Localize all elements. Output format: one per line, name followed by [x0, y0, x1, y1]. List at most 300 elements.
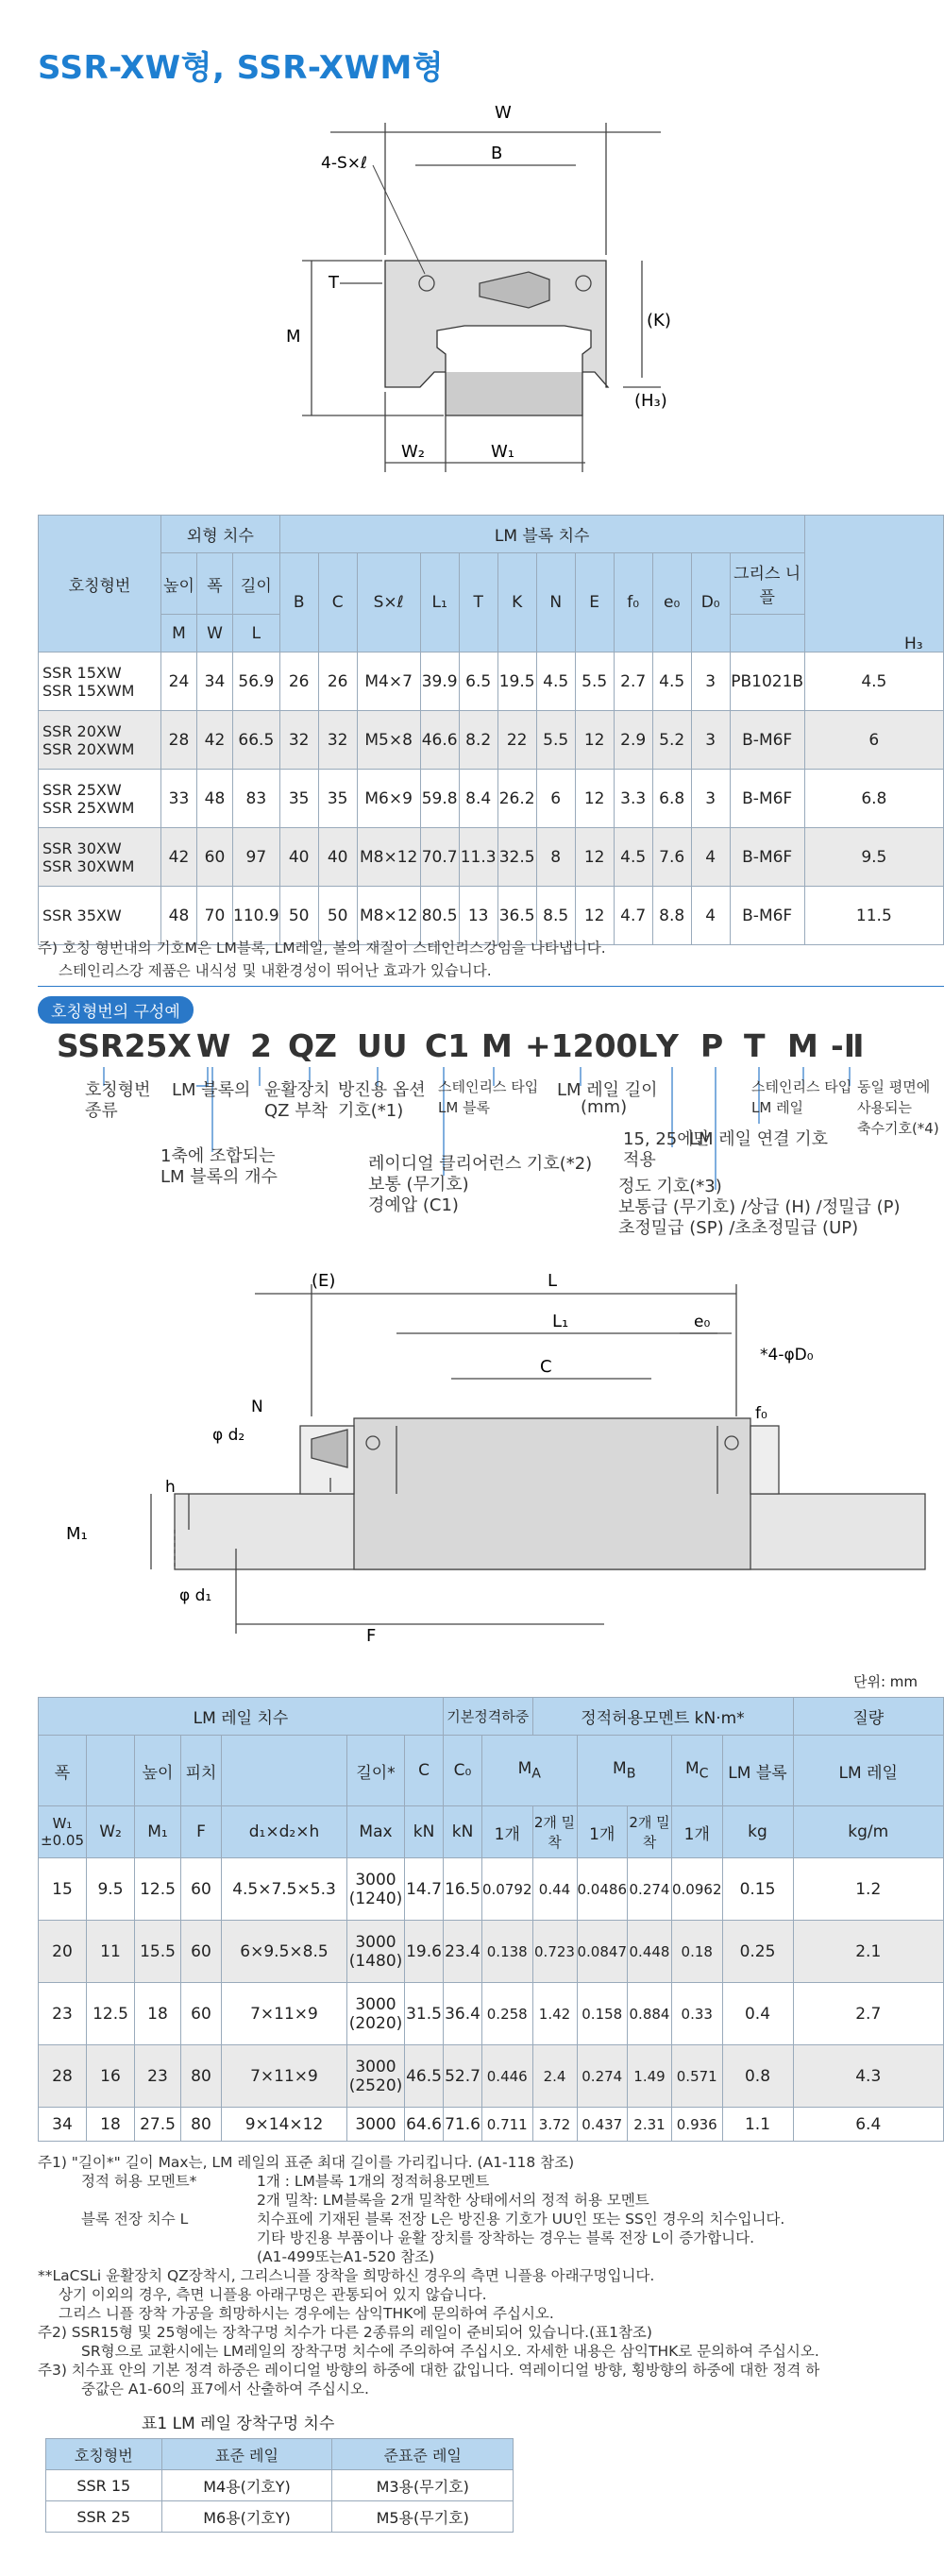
table-cell: 0.15 — [722, 1858, 793, 1921]
t1-u-D0: D₀ — [691, 553, 730, 652]
d2-M1: M₁ — [66, 1524, 88, 1544]
table-cell: 2.7 — [614, 652, 652, 711]
lbl-accuracy-1: 보통급 (무기호) /상급 (H) /정밀급 (P) — [618, 1197, 901, 1217]
table-cell: 4.5 — [614, 828, 652, 887]
t2-two-A: 2개 밀착 — [532, 1806, 577, 1858]
d2-e0: e₀ — [694, 1313, 711, 1331]
dim-W2: W₂ — [401, 442, 426, 462]
lbl-rail-length-unit: (mm) — [581, 1097, 628, 1117]
table-cell: 3000 (2520) — [347, 2045, 405, 2108]
table-cell: 71.6 — [444, 2108, 482, 2142]
model-cell: SSR 35XW — [39, 887, 161, 945]
lbl-clearance-c1: 경예압 (C1) — [368, 1195, 459, 1215]
dim-T: T — [329, 273, 339, 293]
table-cell: 39.9 — [420, 652, 459, 711]
table-cell: 66.5 — [233, 711, 280, 770]
t3-h0: 호칭형번 — [46, 2439, 162, 2470]
t1-u-E: E — [575, 553, 614, 652]
table-cell: 18 — [135, 1983, 181, 2045]
table-cell: 48 — [161, 887, 197, 945]
table-cell: 0.446 — [482, 2045, 533, 2108]
lbl-seal2: 기호(*1) — [338, 1101, 404, 1121]
d2-h: h — [165, 1478, 176, 1497]
t1-u-N: N — [536, 553, 575, 652]
t2-one-C: 1개 — [672, 1806, 723, 1858]
table-cell: 26 — [318, 652, 357, 711]
lbl-model: 호칭형번 — [85, 1080, 151, 1100]
table-cell: 50 — [318, 887, 357, 945]
table-cell: 34 — [197, 652, 233, 711]
table-cell: 0.571 — [672, 2045, 723, 2108]
model-cell: SSR 15XW SSR 15XWM — [39, 652, 161, 711]
table-cell: M6×9 — [357, 770, 420, 828]
table-cell: 8.2 — [459, 711, 497, 770]
code-C1: C1 — [425, 1027, 470, 1064]
side-view-diagram — [0, 1246, 944, 1681]
table-cell: 0.138 — [482, 1921, 533, 1983]
table-cell: M8×12 — [357, 828, 420, 887]
t1-u-M: M — [161, 615, 197, 652]
t2-MA: M — [517, 1759, 532, 1779]
table-cell: 1.1 — [722, 2108, 793, 2142]
table-cell: 12 — [575, 828, 614, 887]
table-cell: M4×7 — [357, 652, 420, 711]
table-cell: 32.5 — [497, 828, 536, 887]
lbl-accuracy: 정도 기호(*3) — [618, 1177, 722, 1196]
table-row — [39, 828, 944, 887]
table-cell: 0.33 — [672, 1983, 723, 2045]
table-cell: 6 — [536, 770, 575, 828]
t2-one-A: 1개 — [482, 1806, 533, 1858]
table-cell: 3000 (1240) — [347, 1858, 405, 1921]
block-dimension-table — [38, 515, 944, 945]
table-cell: 0.711 — [482, 2108, 533, 2142]
table-cell: 3 — [691, 652, 730, 711]
table-cell: 11.5 — [804, 887, 943, 945]
table-cell: 12 — [575, 770, 614, 828]
t2-MC: M — [684, 1759, 700, 1779]
note2-4: 블록 전장 치수 L — [81, 2211, 189, 2228]
table-cell: 3 — [691, 770, 730, 828]
unit-label: 단위: mm — [853, 1673, 919, 1690]
note2-9: 상기 이외의 경우, 측면 니플용 아래구멍은 관통되어 있지 않습니다. — [59, 2286, 487, 2303]
table-cell: 12.5 — [135, 1858, 181, 1921]
t1-u-W: W — [197, 615, 233, 652]
table-cell: 1.49 — [628, 2045, 672, 2108]
model-cell: SSR 30XW SSR 30XWM — [39, 828, 161, 887]
table-cell: 40 — [318, 828, 357, 887]
lbl-plane1: 동일 평면에 — [857, 1078, 931, 1095]
table-cell: 83 — [233, 770, 280, 828]
table-cell: 26 — [279, 652, 318, 711]
t2-two-B: 2개 밀착 — [628, 1806, 672, 1858]
note2-3: 2개 밀착: LM블록을 2개 밀착한 상태에서의 정적 허용 모멘트 — [257, 2192, 649, 2209]
lbl-clearance: 레이디얼 클리어런스 기호(*2) — [368, 1154, 593, 1174]
lbl-stainless-rail1: 스테인리스 타입 — [751, 1078, 852, 1095]
table-cell: 5.5 — [536, 711, 575, 770]
table-cell: 0.0792 — [482, 1858, 533, 1921]
t1-hdr-block: LM 블록 치수 — [279, 516, 804, 553]
note2-1: 정적 허용 모멘트* — [81, 2173, 197, 2190]
t2-kgm: kg/m — [793, 1806, 944, 1858]
t3-r1c0: SSR 25 — [46, 2501, 162, 2533]
table-cell: 0.44 — [532, 1858, 577, 1921]
code-UU: UU — [357, 1027, 408, 1064]
d2-d2: φ d₂ — [212, 1426, 245, 1445]
table-cell: 13 — [459, 887, 497, 945]
table-cell: 2.9 — [614, 711, 652, 770]
table-cell: B-M6F — [730, 828, 804, 887]
table-cell: 23 — [39, 1983, 87, 2045]
note2-14: 중값은 A1-60의 표7에서 산출하여 주십시오. — [81, 2381, 369, 2398]
table-cell: 97 — [233, 828, 280, 887]
table-cell: 0.723 — [532, 1921, 577, 1983]
table-cell: 8.4 — [459, 770, 497, 828]
code-M2: M — [787, 1027, 818, 1064]
table-cell: 70 — [197, 887, 233, 945]
table-cell: 64.6 — [405, 2108, 444, 2142]
table-cell: 40 — [279, 828, 318, 887]
table-cell: 23.4 — [444, 1921, 482, 1983]
table-cell: 8.8 — [652, 887, 691, 945]
t1-u-H3: H₃ — [904, 635, 923, 653]
table-cell: 60 — [181, 1858, 222, 1921]
table-cell: 0.158 — [577, 1983, 628, 2045]
t2-M1: M₁ — [135, 1806, 181, 1858]
table-cell: 24 — [161, 652, 197, 711]
table-cell: 8.5 — [536, 887, 575, 945]
page-title: SSR-XW형, SSR-XWM형 — [38, 49, 445, 87]
t2-MA-sub: A — [531, 1766, 541, 1782]
table-cell: 3000 (2020) — [347, 1983, 405, 2045]
t1-hdr-length: 길이 — [233, 553, 280, 615]
table-cell: 3.3 — [614, 770, 652, 828]
t2-hdr-load: 기본정격하중 — [444, 1698, 533, 1736]
code-length: +1200L — [525, 1027, 658, 1064]
lbl-stainless-block2: LM 블록 — [438, 1099, 491, 1116]
lbl-clearance-normal: 보통 (무기호) — [368, 1175, 469, 1195]
table-cell: 12.5 — [87, 1983, 135, 2045]
t1-u-B: B — [279, 553, 318, 652]
t1-u-e0: e₀ — [652, 553, 691, 652]
dim-H3: (H₃) — [634, 391, 667, 411]
table-cell: 26.2 — [497, 770, 536, 828]
d2-F: F — [366, 1626, 377, 1646]
table-cell: 32 — [279, 711, 318, 770]
code-model: SSR25X — [57, 1027, 192, 1064]
table-cell: 80 — [181, 2045, 222, 2108]
note2-7: (A1-499또는A1-520 참조) — [257, 2248, 435, 2265]
t2-hdr-mom: 정적허용모멘트 kN·m* — [532, 1698, 793, 1736]
dim-M: M — [286, 327, 301, 347]
table-cell: 12 — [575, 887, 614, 945]
table-cell: 0.258 — [482, 1983, 533, 2045]
cross-section-diagram — [0, 0, 944, 491]
table-cell: 110.9 — [233, 887, 280, 945]
table-cell: 6.8 — [652, 770, 691, 828]
table-cell: 4.7 — [614, 887, 652, 945]
t2-one-B: 1개 — [577, 1806, 628, 1858]
table-cell: 6×9.5×8.5 — [222, 1921, 347, 1983]
table-cell: 6.5 — [459, 652, 497, 711]
table-cell: 7×11×9 — [222, 1983, 347, 2045]
t2-W2: W₂ — [87, 1806, 135, 1858]
model-cell: SSR 25XW SSR 25XWM — [39, 770, 161, 828]
d2-D0: *4-φD₀ — [760, 1346, 814, 1364]
table-cell: 46.6 — [420, 711, 459, 770]
table-cell: 16 — [87, 2045, 135, 2108]
table-cell: 1.2 — [793, 1858, 944, 1921]
table-cell: 11.3 — [459, 828, 497, 887]
table-cell: 56.9 — [233, 652, 280, 711]
t3-caption: 표1 LM 레일 장착구멍 치수 — [142, 2415, 335, 2433]
table-cell: 0.274 — [628, 1858, 672, 1921]
t1-hdr-grease: 그리스 니플 — [730, 553, 804, 615]
table-cell: PB1021B — [730, 652, 804, 711]
table-cell: 0.936 — [672, 2108, 723, 2142]
table-cell: 52.7 — [444, 2045, 482, 2108]
lbl-block: LM 블록의 — [172, 1080, 251, 1100]
t2-dims: d₁×d₂×h — [222, 1806, 347, 1858]
table-cell: 12 — [575, 711, 614, 770]
t2-kN2: kN — [444, 1806, 482, 1858]
mounting-hole-table — [45, 2438, 514, 2533]
table-cell: 34 — [39, 2108, 87, 2142]
t3-r0c2: M3용(무기호) — [332, 2470, 514, 2501]
table-cell: 35 — [279, 770, 318, 828]
model-cell: SSR 20XW SSR 20XWM — [39, 711, 161, 770]
table-cell: 4.5 — [652, 652, 691, 711]
t2-block: LM 블록 — [722, 1736, 793, 1806]
table-cell: 9×14×12 — [222, 2108, 347, 2142]
t2-MC-sub: C — [699, 1766, 709, 1782]
t1-u-K: K — [497, 553, 536, 652]
t2-W1: W₁ — [52, 1815, 73, 1832]
d2-f0: f₀ — [755, 1404, 767, 1423]
table-cell: 0.437 — [577, 2108, 628, 2142]
t2-hdr-C0: C₀ — [444, 1736, 482, 1806]
dim-K: (K) — [647, 311, 671, 330]
config-badge: 호칭형번의 구성예 — [38, 996, 194, 1024]
code-P: P — [700, 1027, 724, 1064]
t2-hdr-mass: 질량 — [793, 1698, 944, 1736]
t3-r1c1: M6용(기호Y) — [161, 2501, 332, 2533]
table-cell: 0.8 — [722, 2045, 793, 2108]
table-cell: 4.5 — [536, 652, 575, 711]
note2-0: 주1) "길이*" 길이 Max는, LM 레일의 표준 최대 길이를 가리킵니다. (A1-118 참조) — [38, 2154, 575, 2171]
table-cell: 4.5 — [804, 652, 943, 711]
code-T: T — [744, 1027, 766, 1064]
note2-2: 1개 : LM블록 1개의 정적허용모멘트 — [257, 2173, 490, 2190]
table-cell: 28 — [39, 2045, 87, 2108]
lbl-only2: 적용 — [623, 1150, 656, 1170]
table-cell: 60 — [181, 1983, 222, 2045]
table-cell: 3000 (1480) — [347, 1921, 405, 1983]
table-cell: 42 — [197, 711, 233, 770]
table-cell: 2.31 — [628, 2108, 672, 2142]
t2-rail: LM 레일 — [793, 1736, 944, 1806]
table-cell: 9.5 — [87, 1858, 135, 1921]
table-cell: 3.72 — [532, 2108, 577, 2142]
table-cell: 3000 — [347, 2108, 405, 2142]
code-2: 2 — [250, 1027, 272, 1064]
table-cell: 19.5 — [497, 652, 536, 711]
table-cell: 80 — [181, 2108, 222, 2142]
d2-C: C — [540, 1357, 552, 1377]
t3-h1: 표준 레일 — [161, 2439, 332, 2470]
lbl-only1: 15, 25에만 — [623, 1129, 711, 1149]
t1-u-T: T — [459, 553, 497, 652]
t1-hdr-model: 호칭형번 — [39, 516, 161, 652]
t1-hdr-height: 높이 — [161, 553, 197, 615]
table-cell: 2.1 — [793, 1921, 944, 1983]
table-row — [39, 1921, 944, 1983]
t2-MB: M — [613, 1759, 627, 1779]
table-cell: 1.42 — [532, 1983, 577, 2045]
lbl-plane3: 축수기호(*4) — [857, 1120, 939, 1137]
table-cell: 46.5 — [405, 2045, 444, 2108]
lbl-lube1: 윤활장치 — [264, 1080, 330, 1100]
table-cell: 6.4 — [793, 2108, 944, 2142]
t2-pm: ±0.05 — [41, 1832, 84, 1849]
lbl-seal1: 방진용 옵션 — [338, 1080, 426, 1100]
dim-W: W — [495, 103, 512, 123]
table-cell: 0.25 — [722, 1921, 793, 1983]
t2-kg: kg — [722, 1806, 793, 1858]
code-M: M — [481, 1027, 513, 1064]
t2-hdr-rail: LM 레일 치수 — [39, 1698, 444, 1736]
table-cell: 32 — [318, 711, 357, 770]
table-cell: 22 — [497, 711, 536, 770]
table-cell: 9.5 — [804, 828, 943, 887]
table-row — [39, 1983, 944, 2045]
t2-hdr-pitch: 피치 — [181, 1736, 222, 1806]
table-cell: 27.5 — [135, 2108, 181, 2142]
t2-kN1: kN — [405, 1806, 444, 1858]
note1-line1: 주) 호칭 형번내의 기호M은 LM블록, LM레일, 볼의 재질이 스테인리스강임을 나타냅니다. — [38, 940, 606, 957]
table-cell: 6 — [804, 711, 943, 770]
lbl-stainless-block1: 스테인리스 타입 — [438, 1078, 539, 1095]
table-cell: 2.7 — [793, 1983, 944, 2045]
table-cell: M8×12 — [357, 887, 420, 945]
table-cell: 36.5 — [497, 887, 536, 945]
note2-13: 주3) 치수표 안의 기본 정격 하중은 레이디얼 방향의 하중에 대한 값입니다. 역레이디얼 방향, 횡방향의 하중에 대한 정격 하 — [38, 2362, 820, 2379]
table-cell: 31.5 — [405, 1983, 444, 2045]
lbl-plane2: 사용되는 — [857, 1099, 912, 1116]
table-row — [39, 2108, 944, 2142]
table-cell: 35 — [318, 770, 357, 828]
t1-u-C: C — [318, 553, 357, 652]
table-cell: 60 — [197, 828, 233, 887]
dim-SL: 4-S×ℓ — [321, 154, 368, 173]
table-cell: 23 — [135, 2045, 181, 2108]
t2-hdr-width: 폭 — [39, 1736, 87, 1806]
rail-dimension-table — [38, 1697, 944, 2142]
note2-11: 주2) SSR15형 및 25형에는 장착구멍 치수가 다른 2종류의 레일이 준비되어 있습니다.(표1참조) — [38, 2324, 652, 2341]
table-cell: 11 — [87, 1921, 135, 1983]
table-cell: 6.8 — [804, 770, 943, 828]
table-cell: M5×8 — [357, 711, 420, 770]
table-cell: 20 — [39, 1921, 87, 1983]
code-II: -Ⅱ — [831, 1027, 865, 1064]
note2-10: 그리스 니플 장착 가공을 희망하시는 경우에는 삼익THK에 문의하여 주십시오. — [59, 2305, 554, 2322]
table-cell: 0.448 — [628, 1921, 672, 1983]
table-cell: 7.6 — [652, 828, 691, 887]
table-cell: 14.7 — [405, 1858, 444, 1921]
table-cell: 33 — [161, 770, 197, 828]
table-cell: 0.0847 — [577, 1921, 628, 1983]
table-cell: 5.2 — [652, 711, 691, 770]
note1-line2: 스테인리스강 제품은 내식성 및 내환경성이 뛰어난 효과가 있습니다. — [59, 962, 492, 979]
d2-L1: L₁ — [552, 1312, 569, 1331]
lbl-joint: LM 레일 연결 기호 — [689, 1129, 829, 1149]
t2-hdr-len: 길이* — [347, 1736, 405, 1806]
t1-hdr-outer: 외형 치수 — [161, 516, 280, 553]
table-cell: 60 — [181, 1921, 222, 1983]
d2-d1: φ d₁ — [179, 1586, 212, 1605]
table-cell: 42 — [161, 828, 197, 887]
t3-r0c1: M4용(기호Y) — [161, 2470, 332, 2501]
table-cell: 28 — [161, 711, 197, 770]
table-cell: 4.5×7.5×5.3 — [222, 1858, 347, 1921]
table-cell: 59.8 — [420, 770, 459, 828]
d2-L: L — [548, 1271, 558, 1291]
table-cell: 5.5 — [575, 652, 614, 711]
lbl-accuracy-2: 초정밀급 (SP) /초초정밀급 (UP) — [618, 1218, 859, 1238]
table-cell: 70.7 — [420, 828, 459, 887]
lbl-count1: 1축에 조합되는 — [160, 1146, 276, 1166]
t2-hdr-C: C — [405, 1736, 444, 1806]
code-QZ: QZ — [288, 1027, 337, 1064]
code-W: W — [196, 1027, 231, 1064]
table-row — [39, 711, 944, 770]
table-cell: 0.0486 — [577, 1858, 628, 1921]
table-cell: 80.5 — [420, 887, 459, 945]
table-row — [39, 1858, 944, 1921]
note2-12: SR형으로 교환시에는 LM레일의 장착구멍 치수에 주의하여 주십시오. 자세한 내용은 삼익THK로 문의하여 주십시오. — [81, 2343, 819, 2360]
t3-r1c2: M5용(무기호) — [332, 2501, 514, 2533]
table-row — [39, 2045, 944, 2108]
t2-MB-sub: B — [626, 1766, 636, 1782]
d2-E: (E) — [312, 1271, 336, 1291]
note2-5: 치수표에 기재된 블록 전장 L은 방진용 기호가 UU인 또는 SS인 경우의 치수입니다. — [257, 2211, 785, 2228]
d2-N: N — [251, 1398, 263, 1416]
lbl-rail-length: LM 레일 길이 — [557, 1080, 658, 1100]
table-cell: 36.4 — [444, 1983, 482, 2045]
table-cell: 7×11×9 — [222, 2045, 347, 2108]
table-cell: B-M6F — [730, 770, 804, 828]
table-cell: 2.4 — [532, 2045, 577, 2108]
dim-W1: W₁ — [491, 442, 515, 462]
table-row — [39, 652, 944, 711]
lbl-stainless-rail2: LM 레일 — [751, 1099, 804, 1116]
note2-6: 기타 방진용 부품이나 윤활 장치를 장착하는 경우는 블록 전장 L이 증가합니다. — [257, 2229, 754, 2246]
t1-u-f0: f₀ — [614, 553, 652, 652]
table-cell: B-M6F — [730, 711, 804, 770]
dim-B: B — [491, 144, 503, 163]
table-cell: 0.18 — [672, 1921, 723, 1983]
table-cell: 4 — [691, 887, 730, 945]
table-cell: 0.884 — [628, 1983, 672, 2045]
code-Y: Y — [656, 1027, 679, 1064]
t3-h2: 준표준 레일 — [332, 2439, 514, 2470]
lbl-lube2: QZ 부착 — [264, 1101, 328, 1121]
table-cell: 48 — [197, 770, 233, 828]
table-cell: 18 — [87, 2108, 135, 2142]
t1-u-L: L — [233, 615, 280, 652]
t1-u-L1: L₁ — [420, 553, 459, 652]
table-cell: 3 — [691, 711, 730, 770]
